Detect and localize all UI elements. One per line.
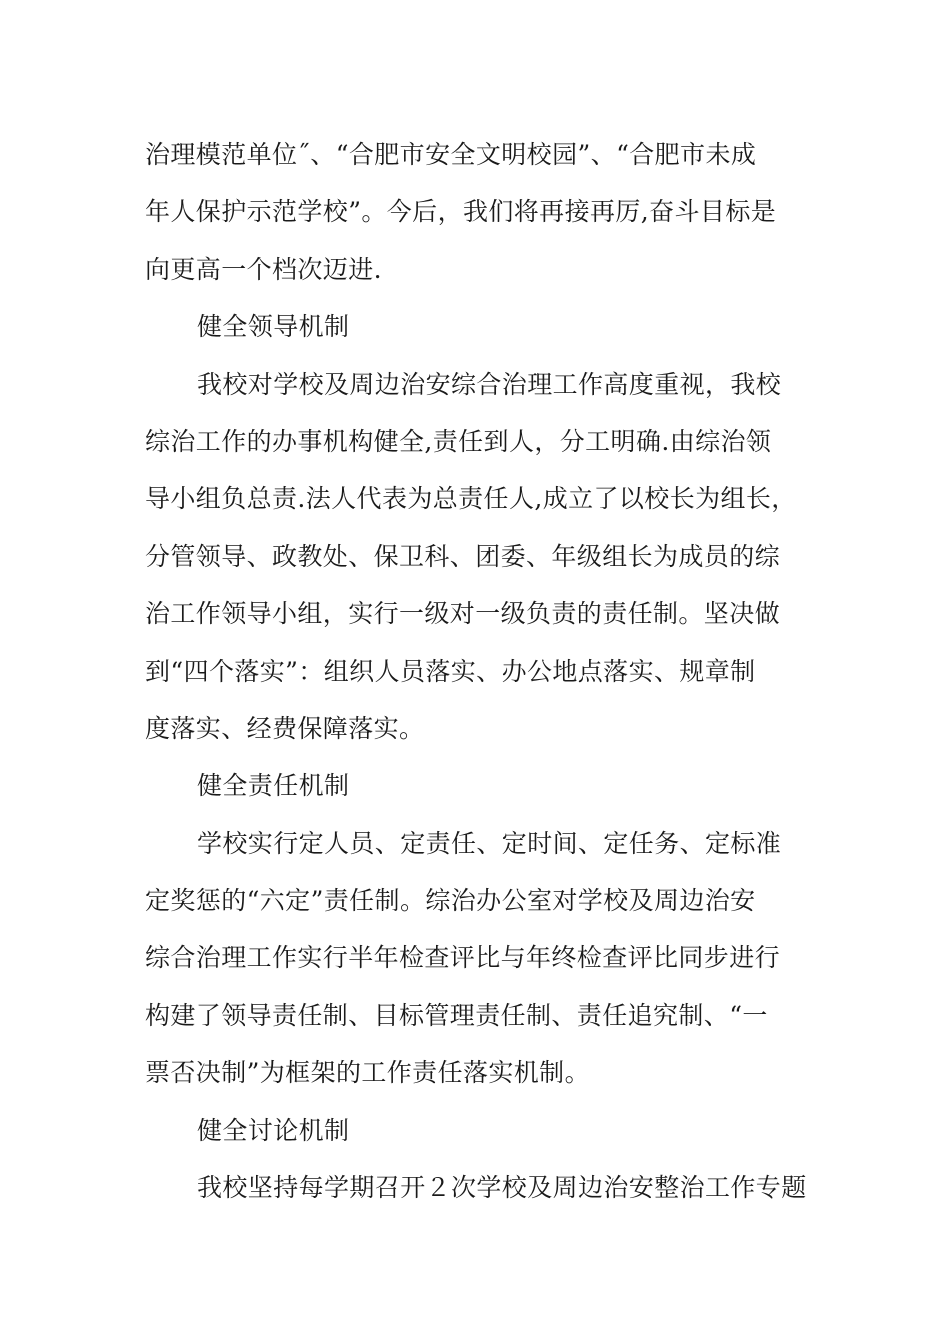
text-line: 到“四个落实”：组织人员落实、办公地点落实、规章制: [145, 656, 756, 686]
section-heading: 健全责任机制: [197, 771, 350, 801]
text-line: 构建了领导责任制、目标管理责任制、责任追究制、“一: [145, 1000, 768, 1030]
text-line: 综治工作的办事机构健全,责任到人，分工明确.由综治领: [145, 426, 772, 456]
text-line: 分管领导、政教处、保卫科、团委、年级组长为成员的综: [145, 541, 781, 571]
text-line: 我校坚持每学期召开２次学校及周边治安整治工作专题: [197, 1173, 807, 1203]
text-line: 定奖惩的“六定”责任制。综治办公室对学校及周边治安: [145, 886, 756, 916]
document-page: [145, 126, 825, 1216]
text-line: 综合治理工作实行半年检查评比与年终检查评比同步进行: [145, 943, 781, 973]
text-line: 治理模范单位˝、“合肥市安全文明校园”、“合肥市未成: [145, 140, 757, 169]
text-line: 学校实行定人员、定责任、定时间、定任务、定标准: [197, 828, 782, 858]
section-heading: 健全领导机制: [197, 312, 350, 342]
section-heading: 健全讨论机制: [197, 1115, 350, 1145]
text-line: 度落实、经费保障落实。: [145, 713, 425, 743]
text-line: 治工作领导小组，实行一级对一级负责的责任制。坚决做: [145, 599, 781, 629]
text-line: 我校对学校及周边治安综合治理工作高度重视，我校: [197, 369, 782, 399]
text-line: 年人保护示范学校”。今后，我们将再接再厉,奋斗目标是: [145, 197, 777, 227]
text-line: 票否决制”为框架的工作责任落实机制。: [145, 1058, 590, 1088]
text-line: 向更高一个档次迈进.: [145, 254, 382, 284]
text-line: 导小组负总责.法人代表为总责任人,成立了以校长为组长，: [145, 484, 797, 514]
